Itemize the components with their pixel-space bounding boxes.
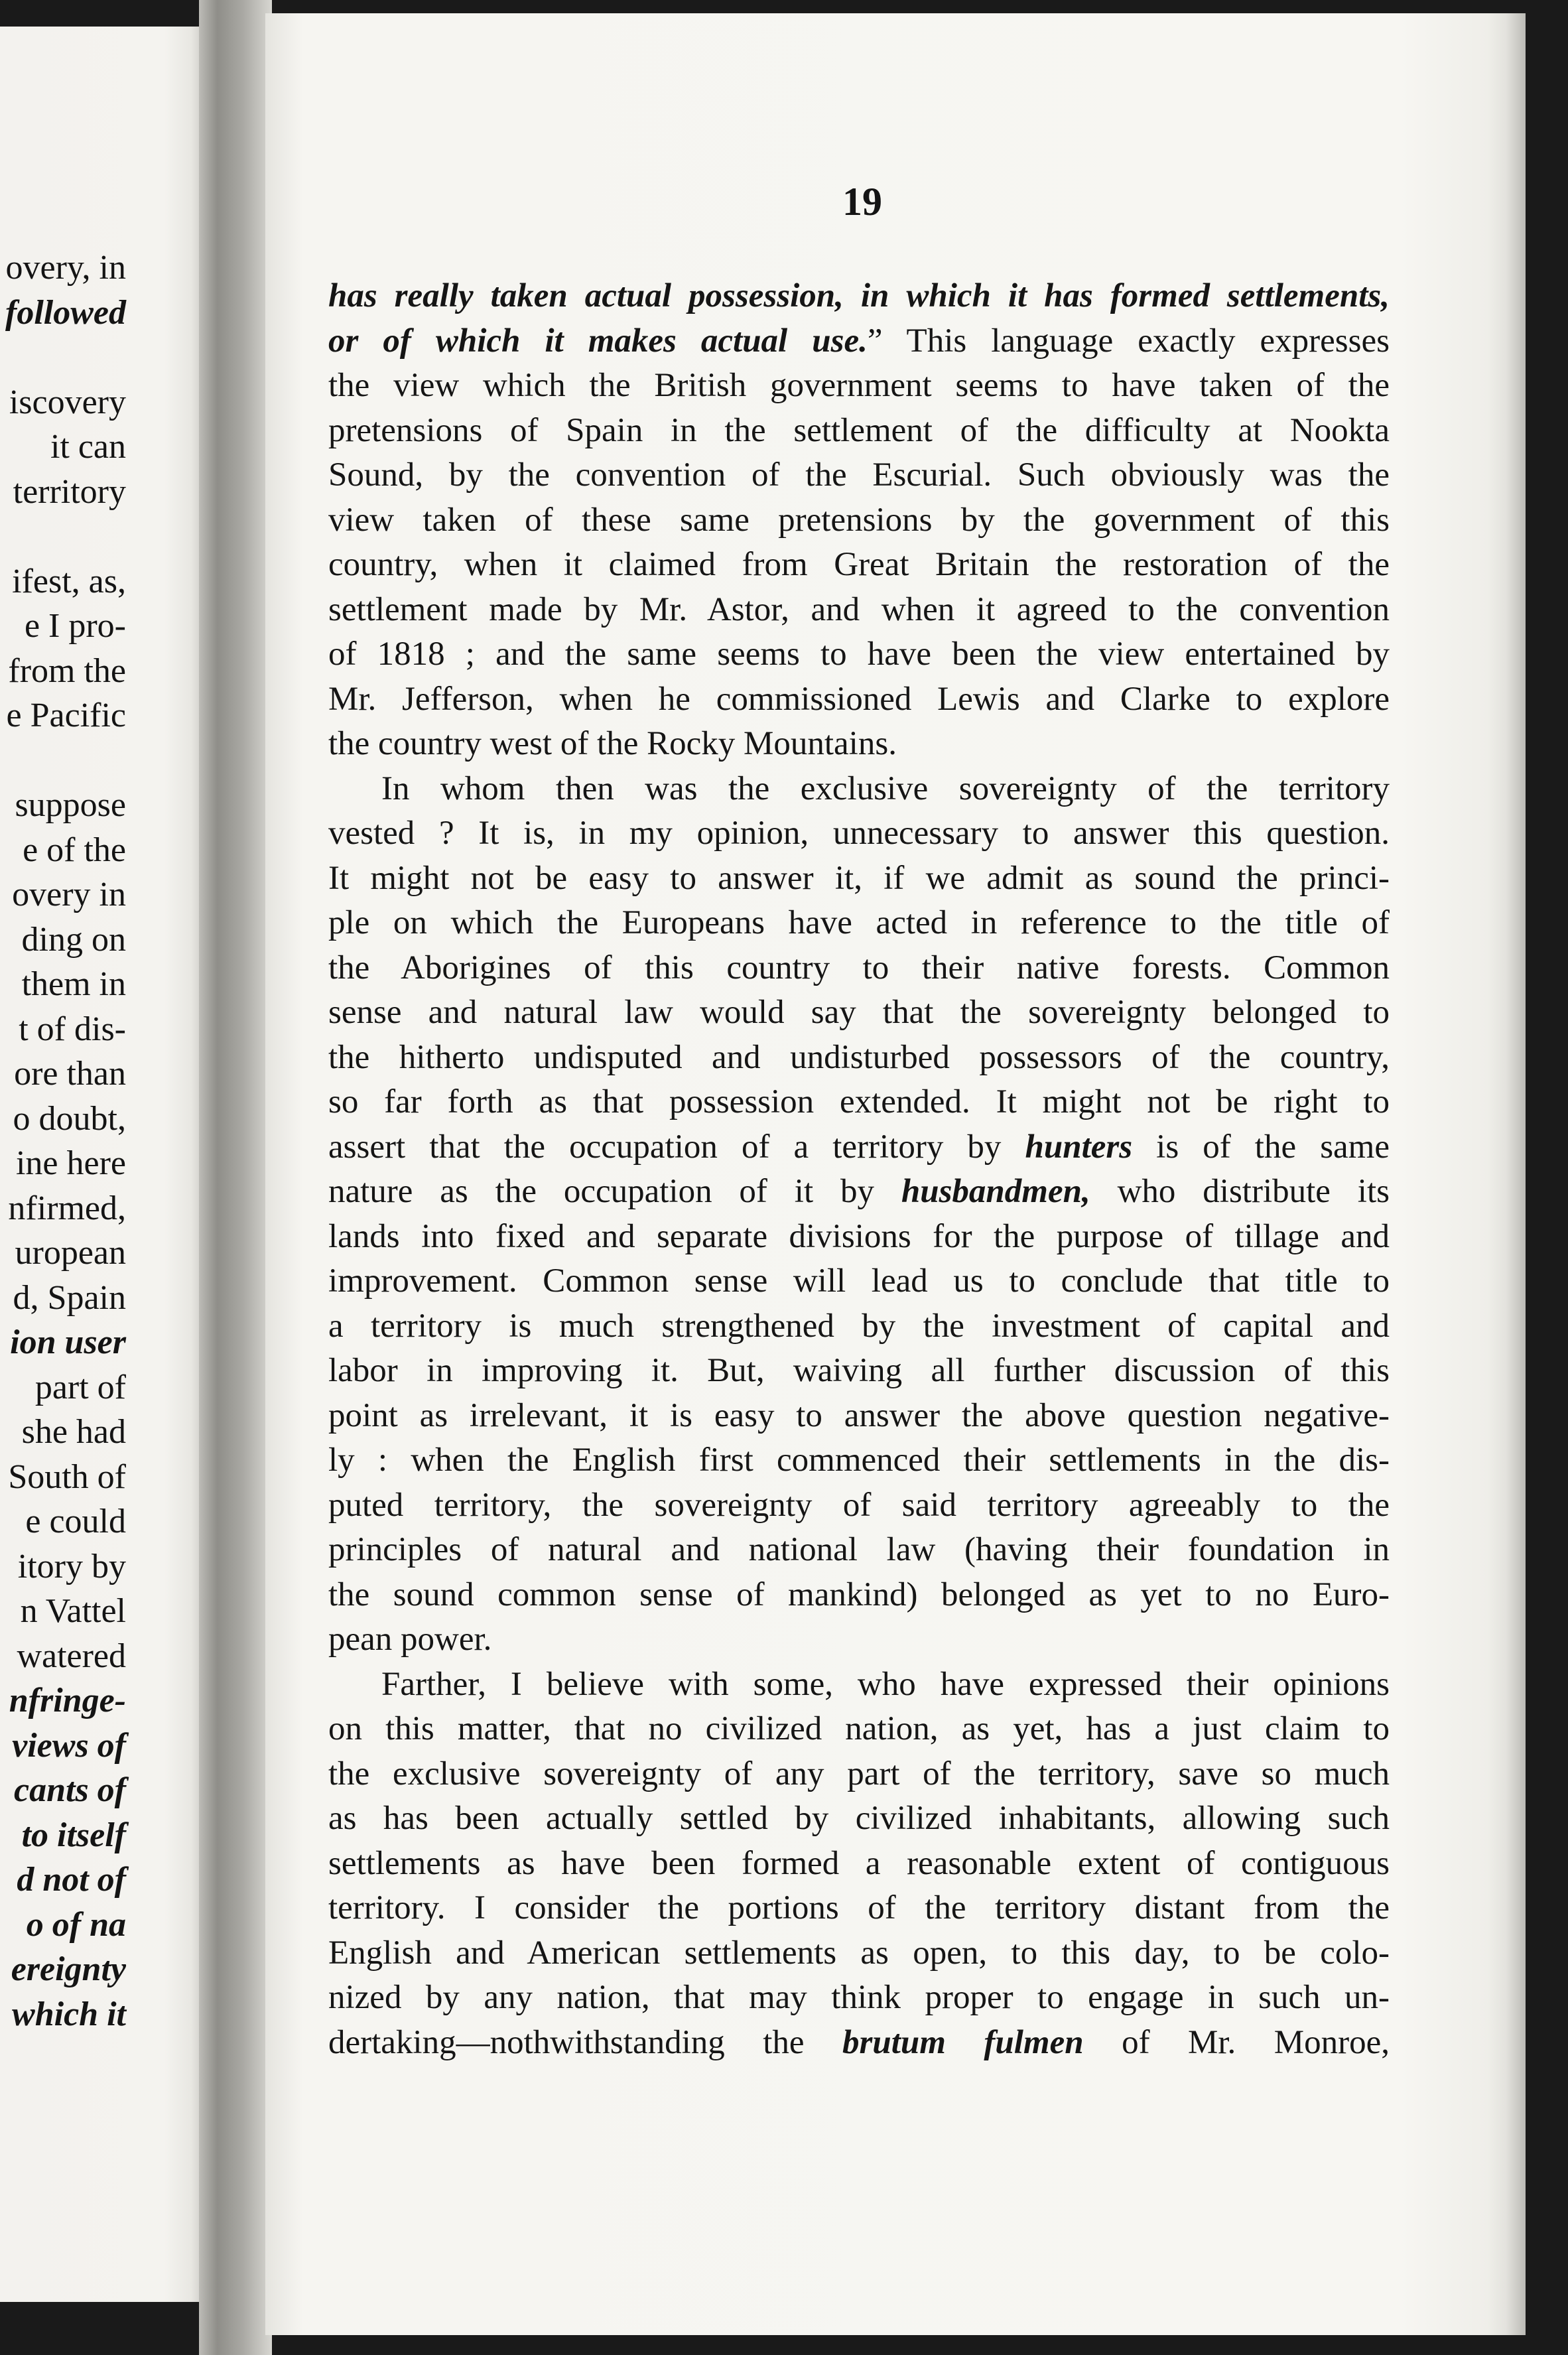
page-number: 19: [842, 180, 882, 224]
text-run: of Mr. Monroe,: [1083, 2023, 1390, 2061]
text-line: [328, 722, 1390, 767]
right-page: [265, 13, 1526, 2335]
left-text-line: ereignty: [11, 1950, 126, 1988]
left-text-line: which it: [12, 1995, 126, 2033]
text-line: [328, 1438, 1390, 1483]
left-text-line: t of dis-: [19, 1010, 126, 1048]
text-run: Farther, I believe with some, who have expressed their opinions: [381, 1665, 1390, 1703]
text-run: assert that the occupation of a territory by: [328, 1128, 1025, 1166]
italic-text: hunters: [1025, 1128, 1133, 1166]
text-line: [328, 632, 1390, 677]
text-line: [328, 1796, 1390, 1842]
text-line: [328, 811, 1390, 856]
left-text-line: e Pacific: [6, 697, 126, 734]
text-line: [328, 319, 1390, 364]
text-run: country, when it claimed from Great Britain the restoration of the: [328, 546, 1390, 583]
left-text-line: [0, 335, 126, 380]
text-run: Mr. Jefferson, when he commissioned Lewis and Clarke to explore: [328, 680, 1390, 718]
text-line: [328, 364, 1390, 409]
left-text-line: South of: [8, 1457, 126, 1496]
book-gutter: [199, 0, 272, 2355]
text-run: the hitherto undisputed and undisturbed possessors of the country,: [328, 1038, 1390, 1076]
text-line: [328, 588, 1390, 633]
left-text-line: overy in: [12, 876, 126, 913]
text-line: [328, 1080, 1390, 1125]
text-line: [328, 453, 1390, 498]
text-line: [328, 990, 1390, 1036]
text-run: puted territory, the sovereignty of said territory agreeably to the: [328, 1486, 1390, 1524]
text-line: [328, 856, 1390, 902]
text-line: [328, 1931, 1390, 1976]
text-line: [328, 1617, 1390, 1662]
left-text-line: cants of: [14, 1771, 126, 1809]
text-run: territory. I consider the portions of the territory distant from the: [328, 1889, 1390, 1926]
text-run: It might not be easy to answer it, if we admit as sound the princi-: [328, 859, 1390, 897]
left-text-line: suppose: [15, 786, 126, 824]
text-line: [328, 1752, 1390, 1797]
left-text-line: to itself: [21, 1816, 126, 1854]
left-text-line: itory by: [17, 1547, 126, 1585]
text-line: [328, 1573, 1390, 1618]
left-text-line: iscovery: [9, 383, 126, 421]
text-line: [328, 409, 1390, 454]
left-text-line: ine here: [15, 1144, 126, 1182]
italic-text: brutum fulmen: [842, 2023, 1084, 2061]
left-text-line: them in: [21, 965, 126, 1003]
text-run: vested ? It is, in my opinion, unnecessary to answer this question.: [328, 815, 1390, 852]
text-run: settlement made by Mr. Astor, and when it agreed to the convention: [328, 590, 1390, 628]
text-run: sense and natural law would say that the sovereignty belonged to: [328, 994, 1390, 1031]
page-edge: [1506, 13, 1526, 2335]
text-line: [328, 543, 1390, 588]
text-run: ly : when the English first commenced their settlements in the dis-: [328, 1442, 1390, 1479]
left-text-line: followed: [5, 293, 126, 332]
text-run: labor in improving it. But, waiving all further discussion of this: [328, 1352, 1390, 1389]
left-text-line: territory: [13, 472, 126, 511]
text-line: [328, 1662, 1390, 1708]
text-run: the sound common sense of mankind) belonged as yet to no Euro-: [328, 1576, 1390, 1613]
text-run: In whom then was the exclusive sovereignty of the territory: [381, 770, 1390, 807]
left-text-line: part of: [34, 1368, 126, 1406]
left-text-line: watered: [17, 1637, 126, 1675]
italic-text: husbandmen,: [901, 1173, 1090, 1210]
text-run: on this matter, that no civilized nation, as yet, has a just claim to: [328, 1710, 1390, 1747]
text-run: of 1818 ; and the same seems to have been the view entertained by: [328, 636, 1390, 673]
text-run: dertaking—nothwithstanding the: [328, 2023, 843, 2061]
text-run: the view which the British government seems to have taken of the: [328, 367, 1390, 404]
text-run: is of the same: [1132, 1128, 1390, 1166]
text-line: [328, 1036, 1390, 1081]
text-run: ” This language exactly expresses: [867, 322, 1390, 360]
text-run: English and American settlements as open, to this day, to be colo-: [328, 1934, 1390, 1972]
left-text-line: d, Spain: [13, 1278, 126, 1317]
text-line: [328, 1842, 1390, 1887]
left-text-line: n Vattel: [20, 1592, 126, 1630]
text-line: [328, 1886, 1390, 1931]
text-line: [328, 1125, 1390, 1170]
text-run: point as irrelevant, it is easy to answer the above question negative-: [328, 1396, 1390, 1434]
text-run: Sound, by the convention of the Escurial. Such obviously was the: [328, 456, 1390, 494]
left-text-line: o of na: [26, 1905, 126, 1944]
left-text-line: it can: [50, 428, 126, 466]
text-line: [328, 274, 1390, 319]
text-run: the country west of the Rocky Mountains.: [328, 725, 897, 762]
italic-text: or of which it makes actual use.: [328, 322, 868, 360]
text-line: [328, 677, 1390, 722]
text-run: view taken of these same pretensions by the government of this: [328, 501, 1390, 539]
text-line: [328, 1528, 1390, 1573]
left-text-line: nfringe-: [9, 1682, 126, 1719]
left-text-line: ifest, as,: [12, 562, 126, 600]
text-run: a territory is much strengthened by the investment of capital and: [328, 1307, 1390, 1345]
left-text-line: o doubt,: [13, 1099, 126, 1138]
left-text-line: [0, 738, 126, 783]
text-line: [328, 498, 1390, 543]
text-run: settlements as have been formed a reasonable extent of contiguous: [328, 1844, 1390, 1882]
left-text-line: ding on: [21, 920, 126, 959]
text-line: [328, 1483, 1390, 1528]
text-run: nature as the occupation of it by: [328, 1173, 901, 1210]
text-run: nized by any nation, that may think proper to engage in such un-: [328, 1979, 1390, 2016]
left-text-line: d not of: [17, 1861, 126, 1899]
text-line: [328, 946, 1390, 991]
left-text-line: ion user: [10, 1323, 126, 1361]
text-line: [328, 1349, 1390, 1394]
left-page-text: [0, 245, 126, 2037]
text-line: [328, 1259, 1390, 1304]
text-run: the Aborigines of this country to their native forests. Common: [328, 949, 1390, 986]
left-text-line: nfirmed,: [8, 1189, 126, 1227]
text-run: so far forth as that possession extended. It might not be right to: [328, 1083, 1390, 1120]
text-run: as has been actually settled by civilized inhabitants, allowing such: [328, 1800, 1390, 1837]
text-line: [328, 1976, 1390, 2021]
left-facing-page: [0, 27, 206, 2302]
text-run: improvement. Common sense will lead us to conclude that title to: [328, 1262, 1390, 1300]
left-text-line: e could: [25, 1503, 126, 1540]
left-text-line: e I pro-: [24, 607, 126, 645]
left-text-line: from the: [8, 651, 126, 690]
text-line: [328, 2021, 1390, 2066]
text-run: principles of natural and national law (having their foundation in: [328, 1531, 1390, 1568]
left-text-line: uropean: [15, 1234, 126, 1272]
left-text-line: overy, in: [5, 249, 126, 287]
text-run: lands into fixed and separate divisions for the purpose of tillage and: [328, 1217, 1390, 1255]
text-run: who distribute its: [1090, 1173, 1390, 1210]
left-text-line: she had: [21, 1413, 126, 1451]
text-line: [328, 1215, 1390, 1260]
text-run: the exclusive sovereignty of any part of the territory, save so much: [328, 1755, 1390, 1792]
left-text-line: ore than: [14, 1055, 126, 1093]
text-line: [328, 901, 1390, 946]
body-text: [328, 274, 1390, 2065]
text-line: [328, 1394, 1390, 1439]
text-run: ple on which the Europeans have acted in reference to the title of: [328, 904, 1390, 941]
text-line: [328, 1304, 1390, 1349]
left-text-line: views of: [12, 1726, 126, 1765]
text-run: pean power.: [328, 1621, 492, 1658]
text-line: [328, 1170, 1390, 1215]
text-run: pretensions of Spain in the settlement of the difficulty at Nookta: [328, 411, 1390, 449]
text-line: [328, 767, 1390, 812]
italic-text: has really taken actual possession, in which it has formed settlements,: [328, 277, 1390, 314]
text-line: [328, 1707, 1390, 1752]
left-text-line: [0, 514, 126, 559]
left-text-line: e of the: [23, 831, 126, 869]
